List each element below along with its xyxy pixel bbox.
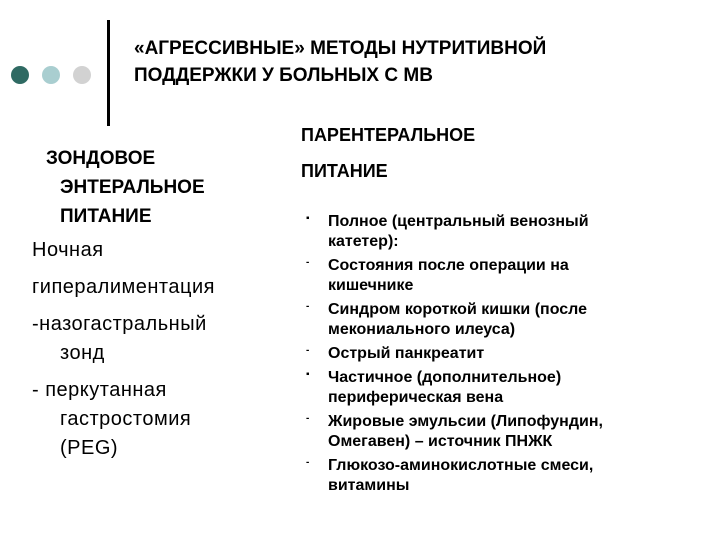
list-item: [306, 344, 706, 364]
left-list-item: [32, 273, 282, 302]
dash-bullet-icon: -: [306, 413, 310, 424]
dot-dark-teal: [11, 66, 29, 84]
bullet-text-continued: Омегавен) – источник ПНЖК: [328, 433, 553, 450]
bullet-text-continued: катетер):: [328, 233, 399, 250]
bullet-text-continued: мекониального илеуса): [328, 321, 516, 338]
dash-bullet-icon: -: [306, 345, 310, 356]
bullet-text-continued: кишечнике: [328, 277, 414, 294]
left-item-text: - перкутанная: [32, 379, 167, 401]
bullet-text: Полное (центральный венозный: [328, 213, 589, 230]
square-bullet-icon: ▪: [306, 369, 310, 380]
bullet-text-continued: витамины: [328, 477, 410, 494]
right-heading-line-1: ПАРЕНТЕРАЛЬНОЕ: [301, 125, 476, 145]
dash-bullet-icon: -: [306, 457, 310, 468]
right-column-heading: [301, 126, 681, 198]
left-column-heading: [46, 144, 276, 231]
bullet-text: Глюкозо-аминокислотные смеси,: [328, 457, 594, 474]
slide-title-line-2: ПОДДЕРЖКИ У БОЛЬНЫХ С МВ: [134, 65, 433, 86]
left-list-item: [32, 310, 282, 368]
right-column-bullet-list: [306, 212, 706, 500]
bullet-text: Острый панкреатит: [328, 345, 485, 362]
left-item-text: -назогастральный: [32, 313, 207, 335]
dash-bullet-icon: -: [306, 301, 310, 312]
list-item: [306, 368, 706, 408]
left-heading-line-2: ЭНТЕРАЛЬНОЕ: [60, 177, 205, 198]
left-item-text-continued: зонд: [60, 342, 105, 364]
left-item-text-continued: (PEG): [60, 437, 119, 459]
left-item-text: гипералиментация: [32, 276, 215, 298]
left-item-text: Ночная: [32, 239, 104, 261]
dash-bullet-icon: -: [306, 257, 310, 268]
left-column-list: [32, 236, 282, 471]
left-list-item: [32, 376, 282, 463]
left-heading-line-1: ЗОНДОВОЕ: [46, 148, 156, 169]
dot-light-teal: [42, 66, 60, 84]
bullet-text: Состояния после операции на: [328, 257, 569, 274]
right-heading-line-2: ПИТАНИЕ: [301, 161, 388, 181]
title-divider: [107, 20, 110, 126]
list-item: [306, 300, 706, 340]
list-item: [306, 212, 706, 252]
slide-title-line-1: «АГРЕССИВНЫЕ» МЕТОДЫ НУТРИТИВНОЙ: [134, 38, 547, 59]
list-item: [306, 256, 706, 296]
left-heading-line-3: ПИТАНИЕ: [60, 206, 152, 227]
left-list-item: [32, 236, 282, 265]
bullet-text-continued: периферическая вена: [328, 389, 504, 406]
left-item-text-continued: гастростомия: [60, 408, 192, 430]
bullet-text: Частичное (дополнительное): [328, 369, 562, 386]
list-item: [306, 412, 706, 452]
dot-gray: [73, 66, 91, 84]
square-bullet-icon: ▪: [306, 213, 310, 224]
bullet-text: Синдром короткой кишки (после: [328, 301, 588, 318]
slide-title: [134, 35, 694, 89]
decorative-dots: [11, 66, 95, 84]
list-item: [306, 456, 706, 496]
bullet-text: Жировые эмульсии (Липофундин,: [328, 413, 603, 430]
